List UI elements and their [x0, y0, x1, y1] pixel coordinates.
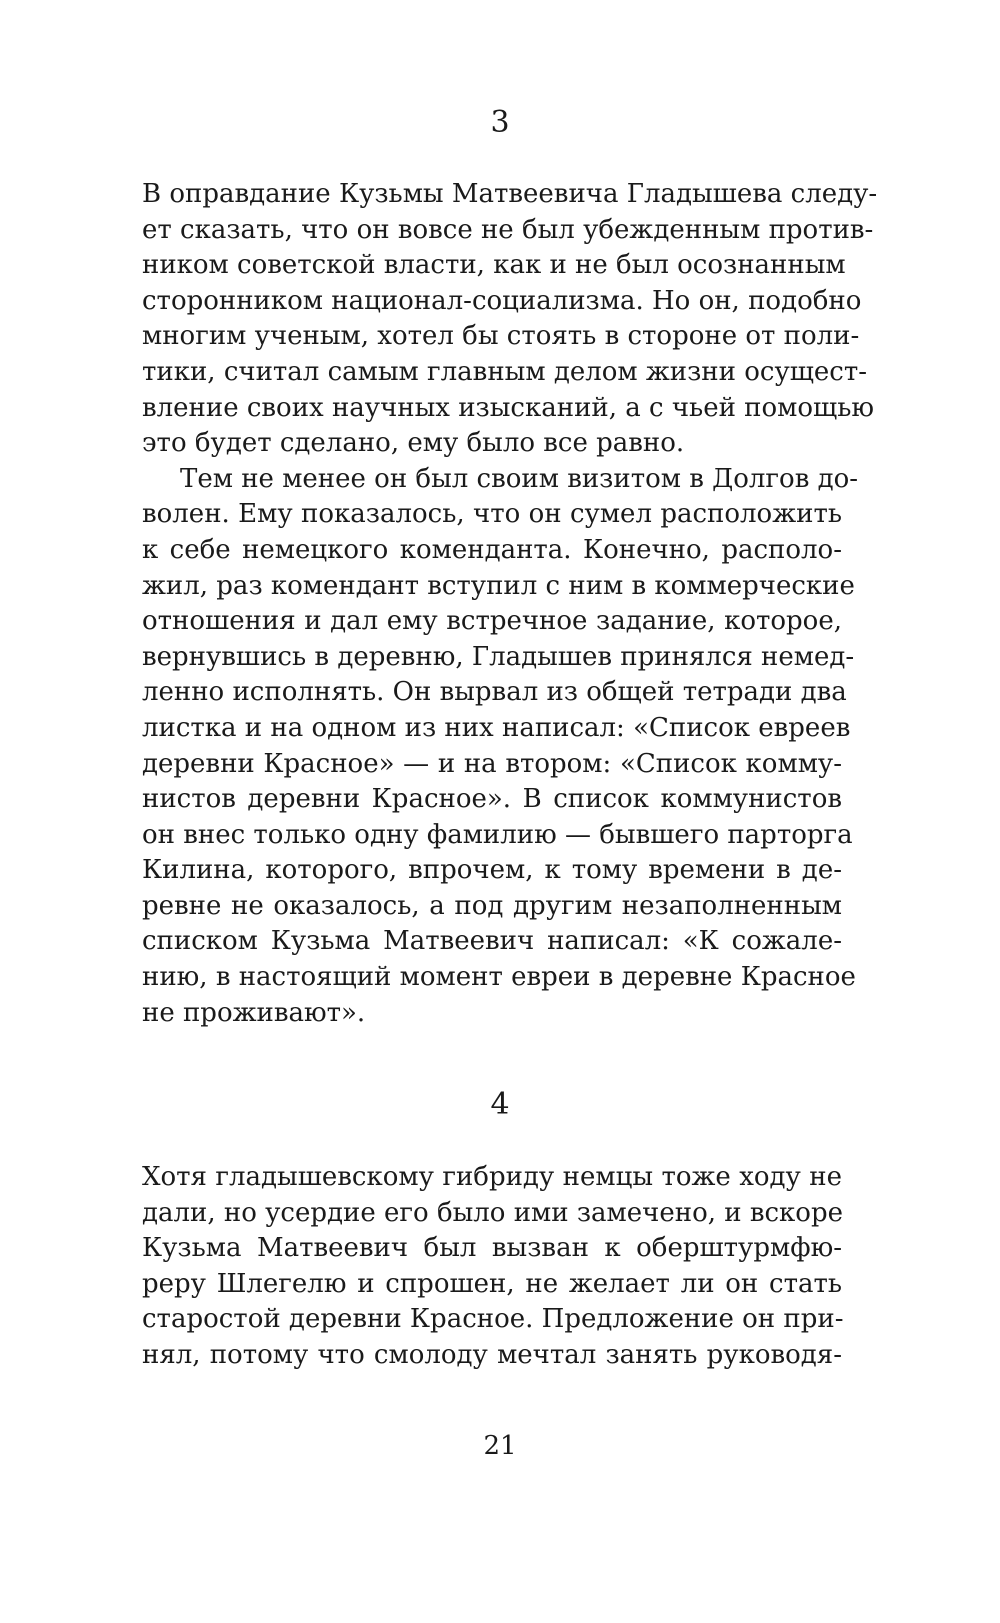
- text-line: это будет сделано, ему было все равно.: [142, 428, 685, 459]
- text-line: нистов деревни Красное». В список коммунистов: [142, 784, 842, 815]
- section-3-body: [142, 177, 878, 1031]
- section-number-4: 4: [490, 1087, 510, 1122]
- text-line: к себе немецкого коменданта. Конечно, располо-: [142, 534, 842, 565]
- section-number-3: 3: [490, 105, 510, 140]
- section-4-body: [142, 1160, 842, 1374]
- text-line: Килина, которого, впрочем, к тому времени в де-: [142, 855, 842, 886]
- text-line: нию, в настоящий момент евреи в деревне Красное: [142, 962, 856, 993]
- text-line: вление своих научных изысканий, а с чьей помощью: [142, 392, 874, 423]
- text-line: списком Кузьма Матвеевич написал: «К сожале-: [142, 926, 842, 957]
- text-line: сторонником национал-социализма. Но он, подобно: [142, 285, 862, 316]
- text-line: многим ученым, хотел бы стоять в стороне от поли-: [142, 321, 860, 352]
- text-line: ником советской власти, как и не был осознанным: [142, 250, 846, 281]
- text-line: вернувшись в деревню, Гладышев принялся немед-: [142, 641, 855, 672]
- text-line: он внес только одну фамилию — бывшего парторга: [142, 819, 853, 850]
- text-line: реру Шлегелю и спрошен, не желает ли он стать: [142, 1268, 842, 1299]
- text-line: Хотя гладышевскому гибриду немцы тоже ходу не: [142, 1162, 842, 1192]
- text-line: нял, потому что смолоду мечтал занять руководя-: [142, 1339, 842, 1370]
- text-line: ревне не оказалось, а под другим незаполненным: [142, 890, 842, 921]
- text-line: Кузьма Матвеевич был вызван к оберштурмфю-: [142, 1233, 842, 1264]
- text-line: листка и на одном из них написал: «Список евреев: [142, 712, 851, 743]
- text-line: жил, раз комендант вступил с ним в коммерческие: [142, 570, 855, 601]
- text-line: деревни Красное» — и на втором: «Список комму-: [142, 748, 842, 779]
- text-line: ленно исполнять. Он вырвал из общей тетради два: [142, 677, 847, 708]
- text-line: Тем не менее он был своим визитом в Долгов до-: [180, 463, 859, 494]
- text-line: волен. Ему показалось, что он сумел расположить: [142, 499, 842, 530]
- text-line: старостой деревни Красное. Предложение он при-: [142, 1304, 844, 1335]
- text-line: дали, но усердие его было ими замечено, и вскоре: [142, 1197, 843, 1228]
- text-line: тики, считал самым главным делом жизни осущест-: [142, 356, 868, 387]
- text-line: В оправдание Кузьмы Матвеевича Гладышева следу-: [142, 179, 878, 209]
- text-line: не проживают».: [142, 997, 366, 1028]
- page-number: 21: [483, 1431, 517, 1461]
- text-line: ет сказать, что он вовсе не был убежденным против-: [142, 214, 874, 245]
- text-line: отношения и дал ему встречное задание, которое,: [142, 606, 842, 637]
